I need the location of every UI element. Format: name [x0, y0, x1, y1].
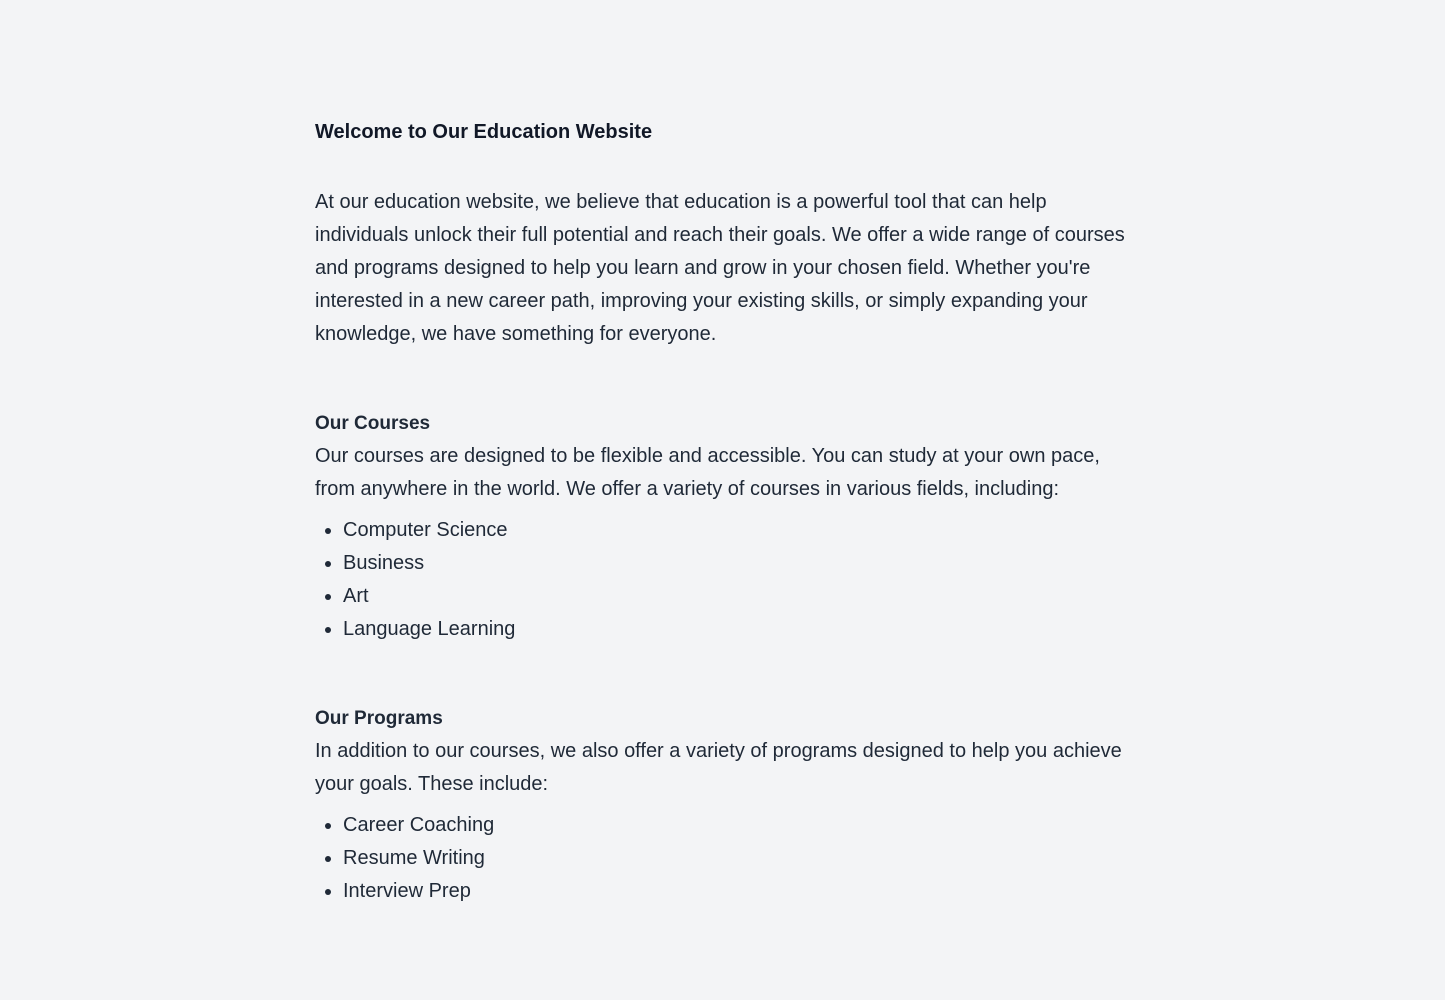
programs-section-paragraph: In addition to our courses, we also offer a variety of programs designed to help you achieve your goals. These include:	[315, 740, 1122, 795]
intro-paragraph: At our education website, we believe that education is a powerful tool that can help individuals unlock their full potential and reach their goals. We offer a wide range of courses and programs designed to help you learn and grow in your chosen field. Whether you're interested in a new career path, improving your existing skills, or simply expanding your knowledge, we have something for everyone.	[315, 191, 1125, 345]
section-our-programs	[315, 702, 1130, 908]
list-item: • Career Coaching	[343, 809, 1130, 842]
programs-list	[315, 809, 1130, 908]
list-item: • Resume Writing	[343, 842, 1130, 875]
courses-list	[315, 514, 1130, 646]
courses-section-heading: Our Courses	[315, 413, 431, 434]
programs-section-heading: Our Programs	[315, 708, 443, 729]
list-item: • Computer Science	[343, 514, 1130, 547]
list-item: • Interview Prep	[343, 875, 1130, 908]
list-item: • Language Learning	[343, 613, 1130, 646]
list-item: • Art	[343, 580, 1130, 613]
courses-section-paragraph: Our courses are designed to be flexible and accessible. You can study at your own pace, from anywhere in the world. We offer a variety of courses in various fields, including:	[315, 445, 1100, 500]
section-our-courses	[315, 407, 1130, 646]
content-column	[315, 0, 1130, 908]
page-title: Welcome to Our Education Website	[315, 121, 653, 143]
list-item: • Business	[343, 547, 1130, 580]
